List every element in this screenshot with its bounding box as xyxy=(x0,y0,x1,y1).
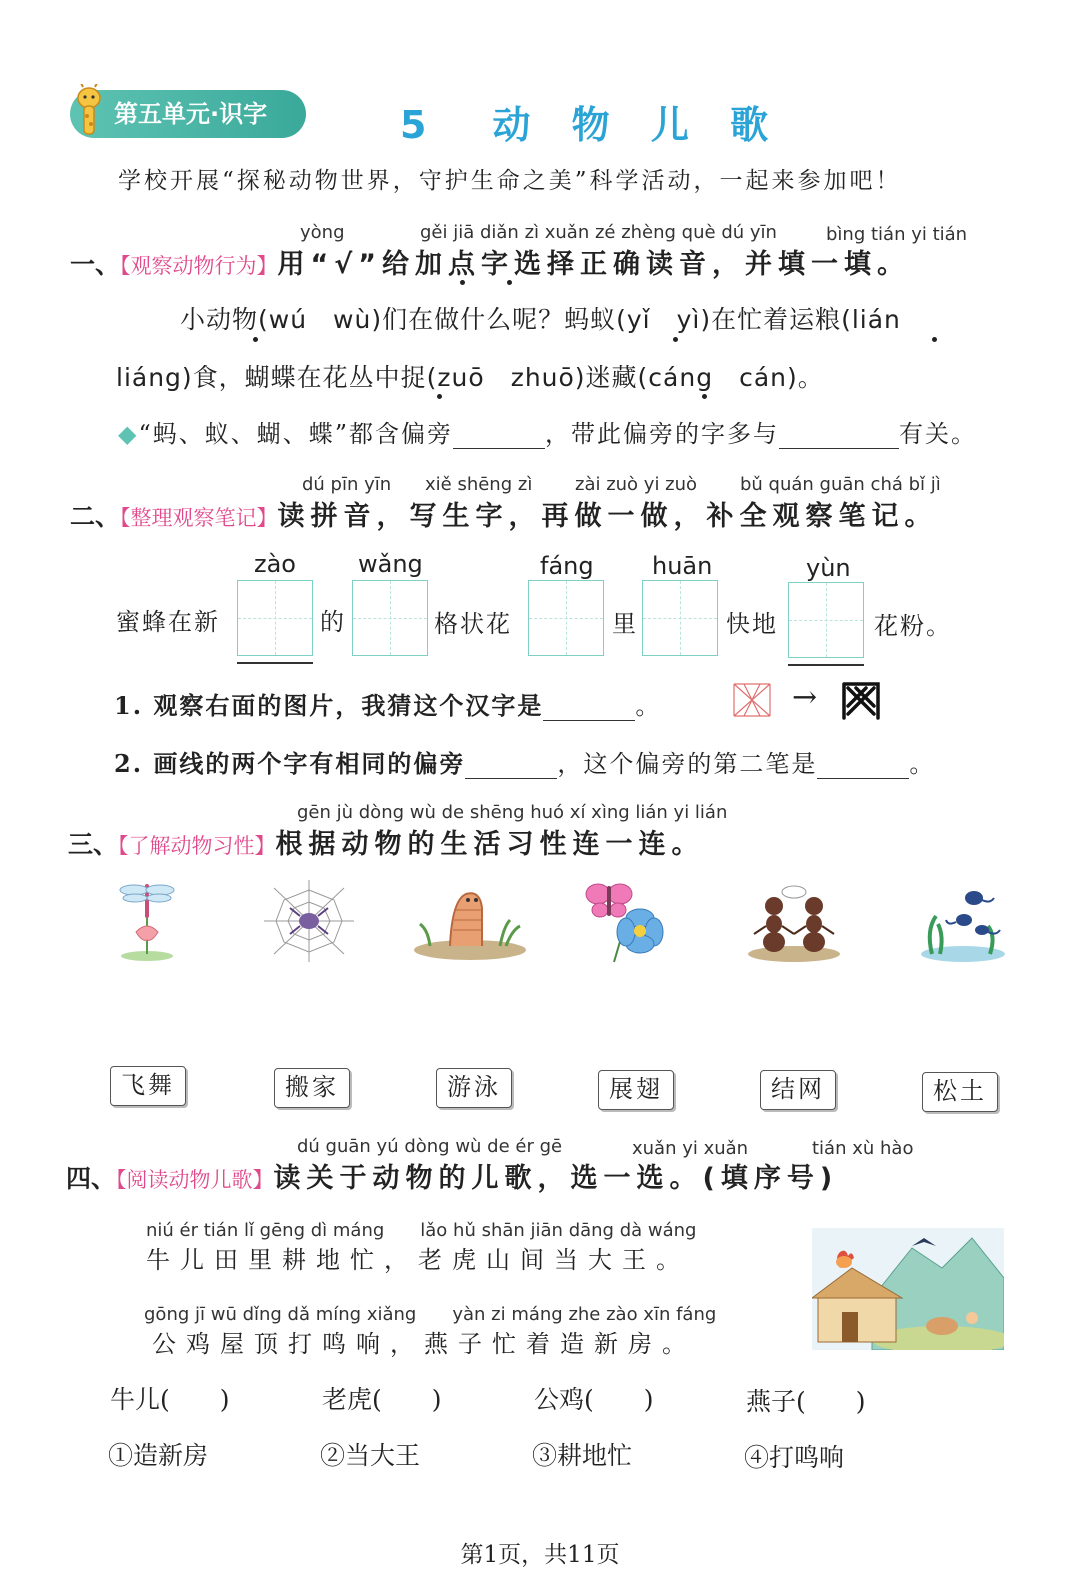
s1-pinyin-3: bìng tián yi tián xyxy=(826,224,968,245)
word-tag-feiwu[interactable]: 飞舞 xyxy=(110,1066,186,1106)
writing-box[interactable] xyxy=(642,580,718,656)
box-pinyin-zao: zào xyxy=(254,550,296,578)
s2-pinyin-1: dú pīn yīn xyxy=(302,474,392,495)
box-pinyin-fang: fáng xyxy=(540,552,594,580)
dragonfly-icon xyxy=(112,876,182,964)
farm-scene-illustration xyxy=(812,1228,1004,1350)
s2-sentence-5: 快地 xyxy=(726,610,778,638)
s2-q1: 1. 观察右面的图片，我猜这个汉字是 。 xyxy=(114,691,662,720)
section4-header: 四、【阅读动物儿歌】读关于动物的儿歌，选一选。(填序号) xyxy=(66,1163,839,1194)
poem-pinyin-2: gōng jī wū dǐng dǎ míng xiǎng yàn zi máng zhe zào xīn fáng xyxy=(144,1304,717,1325)
s1-pinyin-2: gěi jiā diǎn zì xuǎn zé zhèng què dú yīn xyxy=(420,222,777,243)
emphasis-dot xyxy=(437,394,442,399)
s2-sentence-1: 蜜蜂在新 xyxy=(116,608,220,636)
word-tag-youyong[interactable]: 游泳 xyxy=(436,1068,512,1108)
poem-line-1: 牛儿田里耕地忙，老虎山间当大王。 xyxy=(146,1246,690,1274)
word-tag-banjia[interactable]: 搬家 xyxy=(274,1068,350,1108)
poem-line-2: 公鸡屋顶打鸣响，燕子忙着造新房。 xyxy=(152,1330,696,1358)
option-3: ③耕地忙 xyxy=(532,1441,633,1470)
s1-pinyin-1: yòng xyxy=(300,222,345,243)
s2-pinyin-2: xiě shēng zì xyxy=(425,474,533,495)
s3-pinyin: gēn jù dòng wù de shēng huó xí xìng lián yi lián xyxy=(297,802,728,823)
word-tag-songtu[interactable]: 松土 xyxy=(922,1072,998,1112)
word-tag-jiewang[interactable]: 结网 xyxy=(760,1070,836,1110)
emphasis-dot xyxy=(673,337,678,342)
option-1: ①造新房 xyxy=(108,1441,209,1470)
underline-mark xyxy=(237,662,313,664)
earthworm-icon xyxy=(410,880,530,962)
box-pinyin-wang: wǎng xyxy=(358,550,423,578)
emphasis-dot xyxy=(932,337,937,342)
blank-answer[interactable] xyxy=(779,423,899,449)
emphasis-dot xyxy=(702,394,707,399)
s2-q2: 2. 画线的两个字有相同的偏旁 ，这个偏旁的第二笔是 。 xyxy=(114,749,936,778)
answer-niuer[interactable]: 牛儿( ) xyxy=(110,1385,230,1414)
net-sketch-icon xyxy=(730,680,774,720)
option-2: ②当大王 xyxy=(320,1441,421,1470)
poem-pinyin-1: niú ér tián lǐ gēng dì máng lǎo hǔ shān jiān dāng dà wáng xyxy=(146,1220,697,1241)
s2-sentence-4: 里 xyxy=(612,610,638,638)
intro-text: 学校开展“探秘动物世界，守护生命之美”科学活动，一起来参加吧！ xyxy=(118,168,902,194)
s1-tip: ◆“蚂、蚁、蝴、蝶”都含偏旁 ，带此偏旁的字多与 有关。 xyxy=(118,420,978,448)
unit-badge: 第五单元·识字 xyxy=(70,90,306,138)
section1-header: 一、【观察动物行为】用“√”给加点字选择正确读音，并填一填。 xyxy=(70,249,911,280)
s2-sentence-6: 花粉。 xyxy=(874,612,952,640)
page-title: 5 动 物 儿 歌 xyxy=(400,103,783,147)
blank-answer[interactable] xyxy=(465,753,557,779)
emphasis-dot xyxy=(460,280,465,285)
s2-sentence-2: 的 xyxy=(320,608,346,636)
emphasis-dot xyxy=(507,280,512,285)
box-pinyin-huan: huān xyxy=(652,552,713,580)
underline-mark xyxy=(788,664,864,666)
writing-box[interactable] xyxy=(352,580,428,656)
blank-answer[interactable] xyxy=(817,753,909,779)
word-tag-zhanchi[interactable]: 展翅 xyxy=(598,1070,674,1110)
spider-icon xyxy=(262,878,356,964)
section3-header: 三、【了解动物习性】根据动物的生活习性连一连。 xyxy=(68,829,705,860)
writing-box[interactable] xyxy=(788,582,864,658)
s4-pinyin-2: xuǎn yi xuǎn xyxy=(632,1138,749,1159)
answer-yanzi[interactable]: 燕子( ) xyxy=(746,1387,866,1416)
s4-pinyin-1: dú guān yú dòng wù de ér gē xyxy=(297,1136,563,1157)
arrow-icon: → xyxy=(792,680,818,715)
tadpole-icon xyxy=(918,880,1008,964)
writing-box[interactable] xyxy=(237,580,313,656)
answer-laohu[interactable]: 老虎( ) xyxy=(322,1385,442,1414)
s1-line1: 小动物(wú wù)们在做什么呢？蚂蚁(yǐ yì)在忙着运粮(lián xyxy=(180,305,901,334)
s2-pinyin-4: bǔ quán guān chá bǐ jì xyxy=(740,474,941,495)
giraffe-icon xyxy=(72,84,106,136)
answer-gongji[interactable]: 公鸡( ) xyxy=(534,1385,654,1414)
blank-answer[interactable] xyxy=(543,695,635,721)
emphasis-dot xyxy=(253,337,258,342)
box-pinyin-yun: yùn xyxy=(806,554,851,582)
blank-answer[interactable] xyxy=(453,423,545,449)
butterfly-icon xyxy=(584,878,684,964)
s4-pinyin-3: tián xù hào xyxy=(812,1138,914,1159)
writing-box[interactable] xyxy=(528,580,604,656)
option-4: ④打鸣响 xyxy=(744,1443,845,1472)
s2-sentence-3: 格状花 xyxy=(434,610,512,638)
section2-header: 二、【整理观察笔记】读拼音，写生字，再做一做，补全观察笔记。 xyxy=(70,501,938,532)
s2-pinyin-3: zài zuò yi zuò xyxy=(575,474,698,495)
wang-character-icon xyxy=(840,680,882,722)
s1-line2: liáng)食，蝴蝶在花丛中捉(zuō zhuō)迷藏(cáng cán)。 xyxy=(116,363,824,392)
ant-icon xyxy=(744,882,844,964)
page-footer: 第1页，共11页 xyxy=(460,1542,620,1568)
